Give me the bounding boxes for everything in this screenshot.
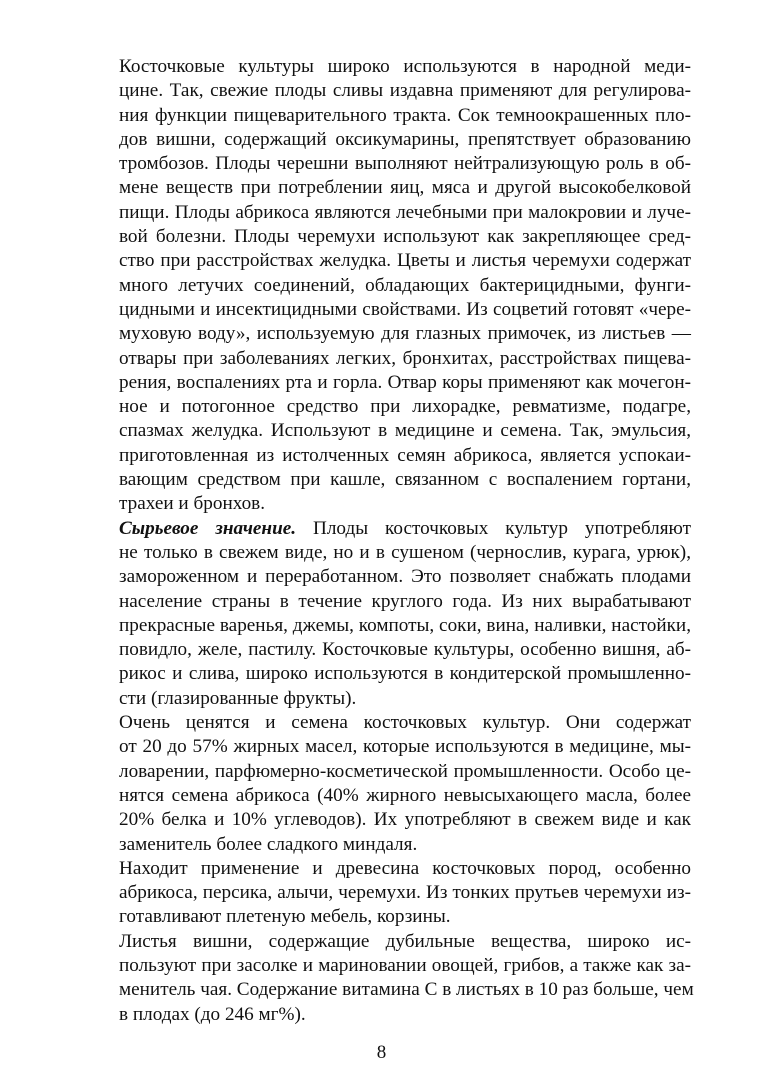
paragraph-medicine: [72, 55, 691, 517]
text-line: цидными и инсектицидными свойствами. Из соцветий готовят «чере-: [119, 298, 691, 320]
paragraph-raw-material: [72, 517, 691, 711]
page-number: 8: [376, 1042, 387, 1063]
text-line: ния функции пищеварительного тракта. Сок темноокрашенных пло-: [119, 104, 691, 126]
paragraph-leaves: [72, 930, 694, 1027]
text-line: в плодах (до 246 мг%).: [119, 1003, 306, 1025]
text-line: отвары при заболеваниях легких, бронхитах, расстройствах пищева-: [119, 347, 691, 369]
text-line: вающим средством при кашле, связанном с воспалением гортани,: [119, 469, 691, 491]
text-line: вой болезни. Плоды черемухи используют как закрепляющее сред-: [119, 226, 691, 248]
text-line: рения, воспалениях рта и горла. Отвар коры применяют как мочегон-: [119, 371, 691, 393]
text-line: заменитель более сладкого миндаля.: [119, 833, 418, 855]
text-line: трахеи и бронхов.: [119, 493, 266, 515]
text-line: не только в свежем виде, но и в сушеном (чернослив, курага, урюк),: [119, 541, 691, 563]
text-line: Листья вишни, содержащие дубильные вещества, широко ис-: [119, 930, 691, 952]
text-line: ловарении, парфюмерно-косметической промышленности. Особо це-: [119, 760, 691, 782]
text-line: готавливают плетеную мебель, корзины.: [119, 906, 451, 928]
heading-line-rest: Плоды косточковых культур употребляют: [296, 517, 691, 539]
text-line: от 20 до 57% жирных масел, которые используются в медицине, мы-: [119, 736, 691, 758]
text-line: 20% белка и 10% углеводов). Их употребляют в свежем виде и как: [119, 809, 691, 831]
text-line: замороженном и переработанном. Это позволяет снабжать плодами: [119, 566, 691, 588]
text-line: абрикоса, персика, алычи, черемухи. Из тонких прутьев черемухи из-: [119, 882, 691, 904]
text-line: Находит применение и древесина косточковых пород, особенно: [119, 857, 691, 879]
text-line: муховую воду», используемую для глазных примочек, из листьев —: [119, 323, 691, 345]
text-line: пищи. Плоды абрикоса являются лечебными при малокровии и луче-: [119, 201, 691, 223]
text-line: спазмах желудка. Используют в медицине и семена. Так, эмульсия,: [119, 420, 691, 442]
text-line: мене веществ при потреблении яиц, мяса и другой высокобелковой: [119, 177, 691, 199]
section-heading: Сырьевое значение.: [119, 517, 297, 539]
text-line: много летучих соединений, обладающих бактерицидными, фунги-: [119, 274, 691, 296]
text-line: Очень ценятся и семена косточковых культур. Они содержат: [119, 712, 691, 734]
text-line: население страны в течение круглого года. Из них вырабатывают: [119, 590, 691, 612]
text-line: ное и потогонное средство при лихорадке, ревматизме, подагре,: [119, 396, 691, 418]
text-line: менитель чая. Содержание витамина С в листьях в 10 раз больше, чем: [119, 979, 694, 1001]
text-line: ство при расстройствах желудка. Цветы и листья черемухи содержат: [119, 250, 691, 272]
paragraph-wood: [72, 857, 691, 930]
text-line: повидло, желе, пастилу. Косточковые культуры, особенно вишня, аб-: [119, 639, 691, 661]
text-line: дов вишни, содержащий оксикумарины, препятствует образованию: [119, 128, 691, 150]
paragraph-seeds: [72, 711, 691, 857]
page-body: [72, 55, 694, 1027]
text-line: нятся семена абрикоса (40% жирного невысыхающего масла, более: [119, 784, 691, 806]
text-line: рикос и слива, широко используются в кондитерской промышленно-: [119, 663, 691, 685]
text-line: пользуют при засолке и мариновании овощей, грибов, а также как за-: [119, 954, 691, 976]
text-line: тромбозов. Плоды черешни выполняют нейтрализующую роль в об-: [119, 153, 691, 175]
text-line: Косточковые культуры широко используются в народной меди-: [119, 56, 691, 77]
text-line: цине. Так, свежие плоды сливы издавна применяют для регулирова-: [119, 80, 691, 102]
text-line: приготовленная из истолченных семян абрикоса, является успокаи-: [119, 444, 691, 466]
text-line: прекрасные варенья, джемы, компоты, соки, вина, наливки, настойки,: [119, 614, 691, 636]
text-line: [72, 517, 691, 541]
text-line: сти (глазированные фрукты).: [119, 687, 357, 709]
